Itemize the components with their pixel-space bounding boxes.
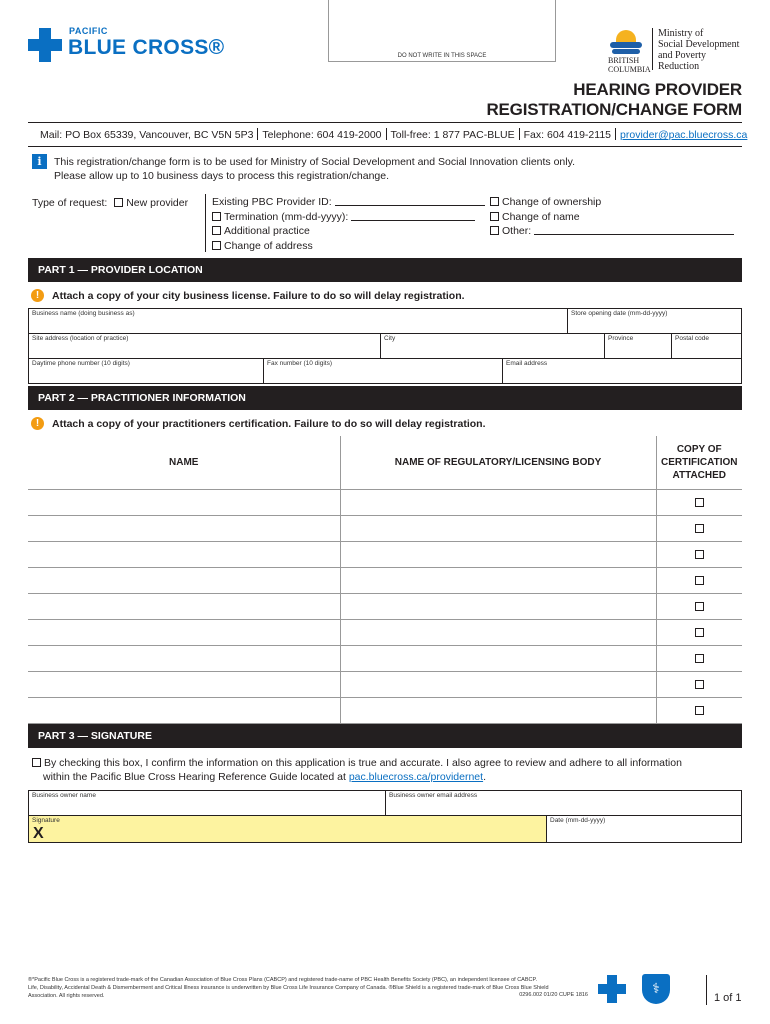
bc-sun-icon <box>608 28 644 56</box>
col-name-header: NAME <box>28 436 340 489</box>
change-name-checkbox[interactable] <box>490 212 499 221</box>
certification-checkbox[interactable] <box>695 680 704 689</box>
table-row <box>28 541 742 567</box>
termination-checkbox[interactable] <box>212 212 221 221</box>
table-row <box>28 515 742 541</box>
form-title: HEARING PROVIDER REGISTRATION/CHANGE FORM <box>486 80 742 119</box>
practitioner-name-cell[interactable] <box>28 515 340 541</box>
certification-checkbox[interactable] <box>695 576 704 585</box>
certification-cell <box>656 697 742 723</box>
logo-big-text: BLUE CROSS® <box>68 36 225 59</box>
postal-code-field[interactable]: Postal code <box>671 333 742 359</box>
table-row <box>28 645 742 671</box>
request-options-middle <box>212 195 485 253</box>
licensing-body-cell[interactable] <box>340 567 656 593</box>
certification-cell <box>656 567 742 593</box>
request-type-label: Type of request: <box>32 197 108 209</box>
certification-checkbox[interactable] <box>695 654 704 663</box>
divider <box>28 122 742 123</box>
part2-warning: Attach a copy of your practitioners certification. Failure to do so will delay registration. <box>52 418 486 430</box>
table-row <box>28 619 742 645</box>
providernet-link[interactable]: pac.bluecross.ca/providernet <box>348 771 484 783</box>
info-icon: i <box>32 154 47 169</box>
table-row <box>28 489 742 515</box>
divider <box>706 975 707 1005</box>
licensing-body-cell[interactable] <box>340 515 656 541</box>
other-label: Other: <box>502 225 532 237</box>
owner-name-field[interactable]: Business owner name <box>28 790 386 816</box>
province-field[interactable]: Province <box>604 333 672 359</box>
consent-statement: By checking this box, I confirm the information on this application is true and accurate. I also agree to review and adhere to all information within the Pacific Blue Cross Hearing Reference Guide located at pac.bluecross.ca/providernet. <box>32 756 682 784</box>
certification-cell <box>656 645 742 671</box>
site-address-field[interactable]: Site address (location of practice) <box>28 333 381 359</box>
provider-email-link[interactable]: provider@pac.bluecross.ca <box>620 129 748 141</box>
other-field[interactable] <box>534 225 734 235</box>
existing-id-label: Existing PBC Provider ID: <box>212 196 332 208</box>
practitioner-table <box>28 436 742 724</box>
practitioner-name-cell[interactable] <box>28 619 340 645</box>
other-checkbox[interactable] <box>490 226 499 235</box>
practitioner-name-cell[interactable] <box>28 489 340 515</box>
signature-field[interactable]: Signature X <box>28 815 547 843</box>
part1-header: PART 1 — PROVIDER LOCATION <box>28 258 742 282</box>
owner-email-field[interactable]: Business owner email address <box>385 790 742 816</box>
ministry-name: Ministry of Social Development and Poverty Reduction <box>658 28 740 72</box>
licensing-body-cell[interactable] <box>340 619 656 645</box>
new-provider-label: New provider <box>126 197 189 209</box>
bc-ministry-logo <box>608 28 748 74</box>
pacific-blue-cross-logo <box>28 24 243 66</box>
fax-field[interactable]: Fax number (10 digits) <box>263 358 503 384</box>
table-row <box>28 671 742 697</box>
signature-date-field[interactable]: Date (mm-dd-yyyy) <box>546 815 742 843</box>
practitioner-name-cell[interactable] <box>28 593 340 619</box>
warning-icon: ! <box>31 289 44 302</box>
licensing-body-cell[interactable] <box>340 593 656 619</box>
change-name-label: Change of name <box>502 210 580 223</box>
page-number: 1 of 1 <box>714 992 742 1004</box>
fax: Fax: 604 419-2115 <box>523 129 612 141</box>
request-type-row <box>32 197 188 209</box>
contact-line <box>40 128 747 141</box>
warning-icon: ! <box>31 417 44 430</box>
form-code: 0296.002 01/20 CUPE 1816 <box>519 992 588 998</box>
part2-header: PART 2 — PRACTITIONER INFORMATION <box>28 386 742 410</box>
practitioner-name-cell[interactable] <box>28 671 340 697</box>
licensing-body-cell[interactable] <box>340 697 656 723</box>
do-not-write-label: DO NOT WRITE IN THIS SPACE <box>397 53 487 59</box>
info-text: This registration/change form is to be used for Ministry of Social Development and Social Innovation clients only. Please allow up to 10 business days to process this registration/change. <box>54 156 575 182</box>
certification-checkbox[interactable] <box>695 602 704 611</box>
certification-cell <box>656 515 742 541</box>
divider <box>28 146 742 147</box>
certification-cell <box>656 671 742 697</box>
certification-cell <box>656 593 742 619</box>
tollfree: Toll-free: 1 877 PAC-BLUE <box>390 129 515 141</box>
termination-date-field[interactable] <box>351 211 475 221</box>
change-address-checkbox[interactable] <box>212 241 221 250</box>
blue-cross-icon <box>28 28 62 62</box>
legal-notice: ®*Pacific Blue Cross is a registered trade-mark of the Canadian Association of Blue Cross Plans (CABCP) and registered trade-name of PBC Health Benefits Society (PBC), an independent licensee of CABCP. Life, Disability, Accidental Death & Dismemberment and Critical Illness insurance is underwritten by Blue Cross Life Insurance Company of Canada. ®Blue Shield is a registered trade-mark of Blue Cross Blue Shield Association. All rights reserved. <box>28 977 549 999</box>
request-options-right <box>490 195 734 239</box>
licensing-body-cell[interactable] <box>340 489 656 515</box>
signature-x-mark: X <box>33 825 44 842</box>
certification-cell <box>656 489 742 515</box>
certification-checkbox[interactable] <box>695 706 704 715</box>
do-not-write-box <box>328 0 556 62</box>
practitioner-name-cell[interactable] <box>28 645 340 671</box>
table-row <box>28 567 742 593</box>
licensing-body-cell[interactable] <box>340 671 656 697</box>
part1-warning: Attach a copy of your city business license. Failure to do so will delay registration. <box>52 290 465 302</box>
divider <box>205 194 206 252</box>
certification-cell <box>656 541 742 567</box>
store-opening-field[interactable]: Store opening date (mm-dd-yyyy) <box>567 308 742 334</box>
existing-id-field[interactable] <box>335 196 485 206</box>
telephone: Telephone: 604 419-2000 <box>262 129 382 141</box>
blue-shield-icon: ⚕ <box>642 974 670 1004</box>
additional-practice-label: Additional practice <box>224 225 310 237</box>
practitioner-name-cell[interactable] <box>28 541 340 567</box>
certification-checkbox[interactable] <box>695 498 704 507</box>
practitioner-name-cell[interactable] <box>28 567 340 593</box>
additional-practice-checkbox[interactable] <box>212 226 221 235</box>
certification-checkbox[interactable] <box>695 524 704 533</box>
change-address-label: Change of address <box>224 239 313 252</box>
business-name-field[interactable]: Business name (doing business as) <box>28 308 568 334</box>
licensing-body-cell[interactable] <box>340 645 656 671</box>
mail-address: Mail: PO Box 65339, Vancouver, BC V5N 5P3 <box>40 129 254 141</box>
new-provider-checkbox[interactable] <box>114 198 123 207</box>
bc-wordmark: BRITISH COLUMBIA <box>608 56 651 74</box>
table-row <box>28 593 742 619</box>
col-body-header: NAME OF REGULATORY/LICENSING BODY <box>340 436 656 489</box>
col-cert-header: COPY OF CERTIFICATION ATTACHED <box>661 443 738 481</box>
logo-small-text: PACIFIC <box>69 26 108 36</box>
change-ownership-checkbox[interactable] <box>490 197 499 206</box>
practitioner-name-cell[interactable] <box>28 697 340 723</box>
certification-checkbox[interactable] <box>695 550 704 559</box>
city-field[interactable]: City <box>380 333 605 359</box>
certification-cell <box>656 619 742 645</box>
phone-field[interactable]: Daytime phone number (10 digits) <box>28 358 264 384</box>
licensing-body-cell[interactable] <box>340 541 656 567</box>
change-ownership-label: Change of ownership <box>502 196 602 208</box>
consent-checkbox[interactable] <box>32 758 41 767</box>
certification-checkbox[interactable] <box>695 628 704 637</box>
table-row <box>28 697 742 723</box>
part3-header: PART 3 — SIGNATURE <box>28 724 742 748</box>
blue-cross-footer-icon <box>598 975 626 1003</box>
email-field[interactable]: Email address <box>502 358 742 384</box>
termination-label: Termination (mm-dd-yyyy): <box>224 210 349 223</box>
